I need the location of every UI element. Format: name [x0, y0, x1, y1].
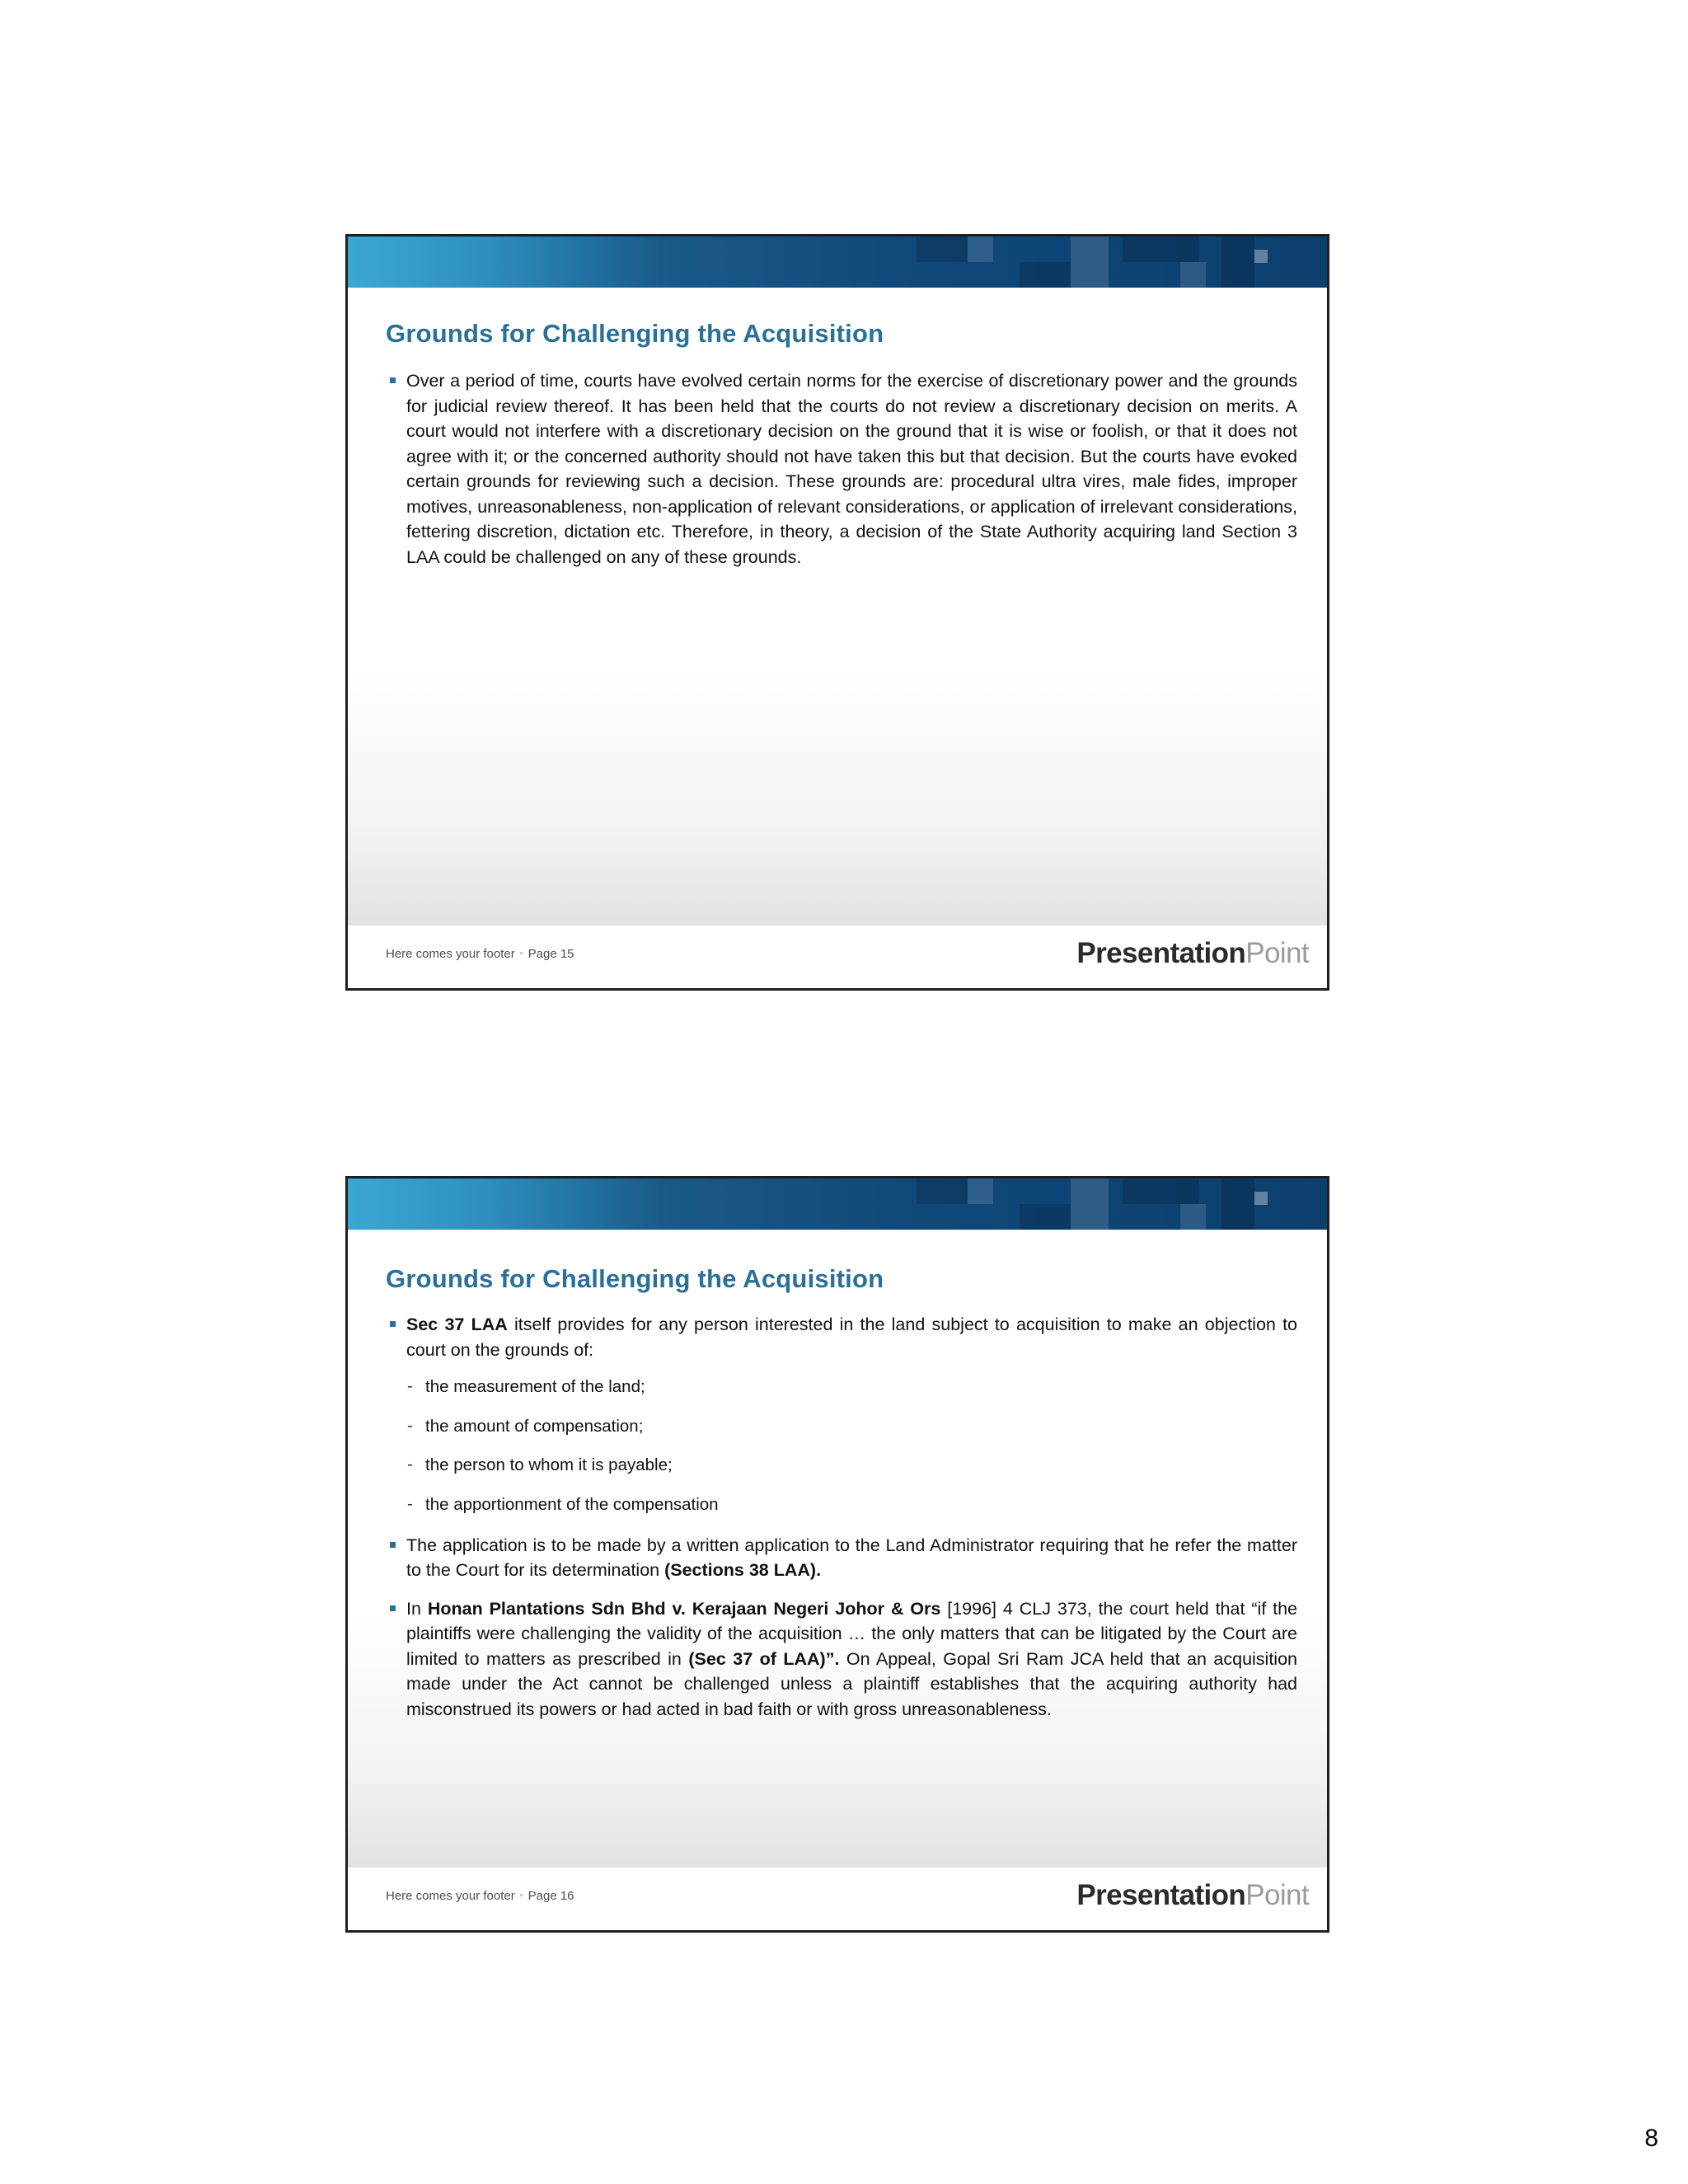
sub-bullet-item: - the apportionment of the compensation	[386, 1493, 1297, 1517]
bullet-item: Over a period of time, courts have evolved certain norms for the exercise of discretionary power and the grounds for judicial review thereof. It has been held that the courts do not review a discretionary decision on merits. A court would not interfere with a discretionary decision on the ground that it is wise or foolish, or that it does not agree with it; or the concerned authority should not have taken this but that decision. But the courts have evoked certain grounds for reviewing such a decision. These grounds are: procedural ultra vires, male fides, improper motives, unreasonableness, non-application of relevant considerations, or application of irrelevant considerations, fettering discretion, dictation etc. Therefore, in theory, a decision of the State Authority acquiring land Section 3 LAA could be challenged on any of these grounds.	[386, 368, 1297, 569]
footer-separator: ▫	[519, 1891, 523, 1900]
brand-light: Point	[1245, 937, 1309, 969]
footer-page-label: Page 15	[528, 947, 574, 961]
presentationpoint-logo	[1076, 937, 1309, 970]
sub-bullet-item: - the person to whom it is payable;	[386, 1454, 1297, 1478]
slide-header-band	[348, 237, 1327, 288]
footer-label: Here comes your footer	[386, 947, 515, 961]
slide-1-content	[386, 368, 1297, 583]
slide-2-title: Grounds for Challenging the Acquisition	[386, 1264, 884, 1293]
slide-header-band	[348, 1179, 1327, 1230]
footer-label: Here comes your footer	[386, 1889, 515, 1903]
slide-1-title: Grounds for Challenging the Acquisition	[386, 319, 884, 348]
footer-text-block	[386, 947, 574, 961]
brand-light: Point	[1245, 1879, 1309, 1911]
bullet-item: Sec 37 LAA itself provides for any person interested in the land subject to acquisition to make an objection to court on the grounds of:	[386, 1312, 1297, 1362]
slide-1-footer	[348, 925, 1327, 988]
slide-2-content	[386, 1312, 1297, 1735]
slide-1	[345, 234, 1329, 991]
document-page-number: 8	[1644, 2125, 1658, 2152]
slide-2-body	[348, 1230, 1327, 1930]
presentationpoint-logo	[1076, 1879, 1309, 1912]
slide-2	[345, 1176, 1329, 1933]
slide-2-footer	[348, 1867, 1327, 1930]
slide-1-body	[348, 288, 1327, 988]
bullet-item: In Honan Plantations Sdn Bhd v. Kerajaan Negeri Johor & Ors [1996] 4 CLJ 373, the court held that “if the plaintiffs were challenging the validity of the acquisition … the only matters that can be litigated by the Court are limited to matters as prescribed in (Sec 37 of LAA)”. On Appeal, Gopal Sri Ram JCA held that an acquisition made under the Act cannot be challenged unless a plaintiff establishes that the acquiring authority had misconstrued its powers or had acted in bad faith or with gross unreasonableness.	[386, 1596, 1297, 1722]
footer-page-label: Page 16	[528, 1889, 574, 1903]
slide-1-bullet-list	[386, 368, 1297, 569]
sub-bullet-item: - the amount of compensation;	[386, 1415, 1297, 1439]
bullet-item: The application is to be made by a written application to the Land Administrator requiring that he refer the matter to the Court for its determination (Sections 38 LAA).	[386, 1533, 1297, 1583]
sub-bullet-item: - the measurement of the land;	[386, 1376, 1297, 1399]
brand-bold: Presentation	[1076, 937, 1246, 969]
slide-2-bullet-list	[386, 1312, 1297, 1722]
footer-separator: ▫	[519, 949, 523, 958]
brand-bold: Presentation	[1076, 1879, 1246, 1911]
footer-text-block	[386, 1889, 574, 1903]
